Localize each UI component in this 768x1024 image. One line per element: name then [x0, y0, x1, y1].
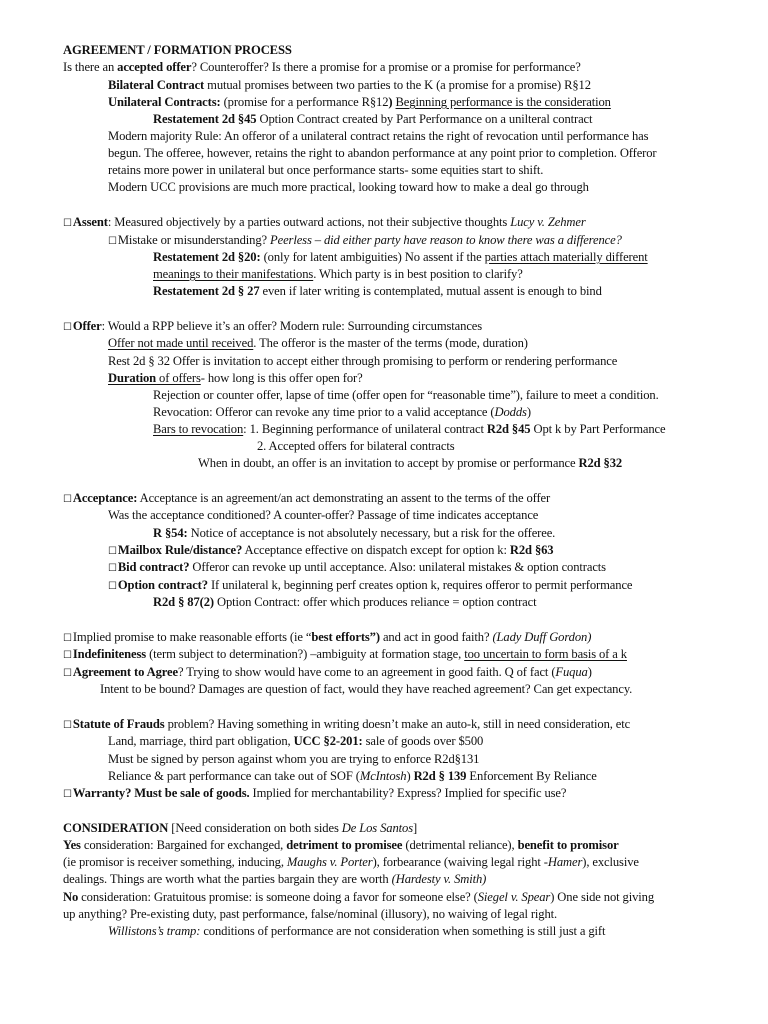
- text-segment: Opt k by Part Performance: [530, 422, 666, 436]
- text-line: [108, 232, 622, 250]
- text-segment: R2d § 87(2): [153, 595, 214, 609]
- text-line: [100, 681, 632, 698]
- text-segment: ? Trying to show would have come to an agreement in good faith. Q of fact (: [177, 665, 556, 679]
- text-segment: Implied promise to make reasonable efforts (ie “: [72, 630, 312, 644]
- text-segment: up anything? Pre-existing duty, past performance, false/nominal (illusory), no waiving of legal right.: [63, 907, 558, 921]
- checkbox-icon: ☐: [63, 668, 72, 679]
- text-segment: retains more power in unilateral but once performance starts- some equities start to shift.: [108, 163, 544, 177]
- text-segment: : Measured objectively by a parties outward actions, not their subjective thoughts: [107, 215, 511, 229]
- text-line: [63, 318, 482, 336]
- text-segment: Was the acceptance conditioned? A counter-offer? Passage of time indicates acceptance: [108, 508, 539, 522]
- text-segment: Mailbox Rule/distance?: [117, 543, 243, 557]
- text-line: [108, 335, 528, 352]
- text-segment: Restatement 2d §20:: [153, 250, 261, 264]
- checkbox-icon: ☐: [63, 650, 72, 661]
- text-line: [108, 751, 479, 768]
- text-segment: (term subject to determination?) –ambiguity at formation stage,: [146, 647, 465, 661]
- text-line: [108, 370, 363, 387]
- text-segment: detriment to promisee: [286, 838, 403, 852]
- text-segment: [Need consideration on both sides: [168, 821, 342, 835]
- text-segment: begun. The offeree, however, retains the right to abandon performance at any point prior to completion. Offeror: [108, 146, 657, 160]
- text-segment: ): [388, 95, 393, 109]
- text-segment: Dodds: [494, 405, 527, 419]
- text-segment: Offeror can revoke up until acceptance. Also: unilateral mistakes & option contracts: [189, 560, 606, 574]
- text-segment: ), exclusive: [582, 855, 639, 869]
- text-line: [108, 353, 617, 370]
- text-segment: . The offeror is the master of the terms (mode, duration): [253, 336, 528, 350]
- text-line: [63, 889, 654, 906]
- text-segment: Modern majority Rule: An offeror of a unilateral contract retains the right of revocation until performance has: [108, 129, 649, 143]
- text-segment: Offer not made until received: [108, 336, 254, 350]
- text-line: [153, 594, 537, 611]
- text-segment: dealings. Things are worth what the parties bargain they are worth: [63, 872, 392, 886]
- text-segment: (detrimental reliance),: [402, 838, 518, 852]
- text-segment: Revocation: Offeror can revoke any time prior to a valid acceptance (: [153, 405, 495, 419]
- text-segment: (promise for a performance R§12: [223, 95, 389, 109]
- text-line: [153, 283, 602, 300]
- text-segment: too uncertain to form basis of a k: [464, 647, 627, 661]
- text-segment: Yes: [63, 838, 81, 852]
- text-line: [63, 820, 417, 837]
- text-segment: meanings to their manifestations: [153, 267, 314, 281]
- text-segment: consideration: Bargained for exchanged,: [80, 838, 287, 852]
- text-segment: problem? Having something in writing doesn’t make an auto-k, still in need consideration, etc: [164, 717, 631, 731]
- text-line: [63, 629, 591, 647]
- text-line: [108, 542, 554, 560]
- text-segment: Rejection or counter offer, lapse of time (offer open for “reasonable time”), failure to meet a condition.: [153, 388, 659, 402]
- text-line: [63, 214, 586, 232]
- text-segment: Hamer: [547, 855, 583, 869]
- text-segment: Duration: [108, 371, 157, 385]
- checkbox-icon: ☐: [108, 236, 117, 247]
- text-segment: Beginning performance is the consideration: [395, 95, 611, 109]
- checkbox-icon: ☐: [63, 494, 72, 505]
- text-segment: - how long is this offer open for?: [200, 371, 363, 385]
- text-segment: De Los Santos: [341, 821, 413, 835]
- text-segment: parties attach materially different: [484, 250, 648, 264]
- text-segment: Bilateral Contract: [108, 78, 205, 92]
- text-segment: AGREEMENT / FORMATION PROCESS: [63, 43, 292, 57]
- text-segment: McIntosh: [359, 769, 407, 783]
- text-segment: (Lady Duff Gordon): [492, 630, 592, 644]
- text-line: [108, 577, 632, 595]
- text-line: [153, 525, 555, 542]
- text-segment: Assent: [72, 215, 108, 229]
- text-segment: Fuqua: [555, 665, 588, 679]
- text-line: [63, 646, 627, 664]
- text-line: [108, 559, 606, 577]
- checkbox-icon: ☐: [63, 218, 72, 229]
- text-segment: mutual promises between two parties to the K (a promise for a promise) R§12: [204, 78, 591, 92]
- text-line: [153, 404, 531, 421]
- text-segment: UCC: [293, 734, 321, 748]
- text-segment: ): [526, 405, 531, 419]
- text-line: [108, 179, 589, 196]
- text-segment: Willistons’s tramp:: [108, 924, 201, 938]
- text-segment: accepted offer: [117, 60, 192, 74]
- text-segment: Is there an: [63, 60, 118, 74]
- text-segment: Restatement 2d §45: [153, 112, 257, 126]
- text-segment: (ie promisor is receiver something, inducing,: [63, 855, 287, 869]
- text-segment: Bars to revocation: [153, 422, 244, 436]
- text-line: [108, 128, 648, 145]
- text-line: [198, 455, 622, 472]
- text-segment: No: [63, 890, 79, 904]
- text-segment: Rest 2d § 32 Offer is invitation to accept either through promising to perform or rendering performance: [108, 354, 618, 368]
- text-segment: (Hardesty v. Smith): [391, 872, 487, 886]
- text-segment: Unilateral Contracts:: [108, 95, 224, 109]
- text-segment: §2-201:: [323, 734, 363, 748]
- text-line: [153, 387, 659, 404]
- text-line: [63, 837, 619, 854]
- text-segment: Option contract?: [117, 578, 208, 592]
- text-segment: consideration: Gratuitous promise: is someone doing a favor for someone else? (: [78, 890, 478, 904]
- text-line: [153, 249, 648, 266]
- text-line: [63, 490, 550, 508]
- text-line: [63, 785, 566, 803]
- text-line: [108, 923, 605, 940]
- text-segment: Must be signed by person against whom you are trying to enforce R2d§131: [108, 752, 480, 766]
- text-segment: R2d §45: [486, 422, 531, 436]
- text-line: [108, 507, 538, 524]
- text-segment: Warranty? Must be sale of goods.: [72, 786, 250, 800]
- text-segment: ) One side not giving: [550, 890, 655, 904]
- text-segment: ]: [412, 821, 418, 835]
- text-segment: of offers: [156, 371, 201, 385]
- text-segment: R2d § 139: [413, 769, 467, 783]
- text-segment: R §54:: [153, 526, 188, 540]
- text-segment: best efforts”): [311, 630, 380, 644]
- text-line: [63, 59, 581, 76]
- text-segment: Agreement to Agree: [72, 665, 178, 679]
- text-segment: Statute of Frauds: [72, 717, 165, 731]
- text-line: [108, 145, 657, 162]
- text-segment: Acceptance:: [72, 491, 138, 505]
- text-segment: 2. Accepted offers for bilateral contracts: [257, 439, 455, 453]
- text-segment: Restatement 2d § 27: [153, 284, 260, 298]
- text-segment: Intent to be bound? Damages are question of fact, would they have reached agreement? Can get expectancy.: [100, 682, 633, 696]
- text-segment: Lucy v. Zehmer: [510, 215, 586, 229]
- text-segment: Enforcement By Reliance: [466, 769, 597, 783]
- text-segment: . Which party is in best position to clarify?: [313, 267, 523, 281]
- text-segment: Option Contract created by Part Performance on a unilteral contract: [256, 112, 593, 126]
- text-segment: When in doubt, an offer is an invitation to accept by promise or performance: [198, 456, 579, 470]
- text-segment: ), forbearance (waiving legal right -: [372, 855, 548, 869]
- text-segment: ): [587, 665, 592, 679]
- text-line: [63, 854, 639, 871]
- checkbox-icon: ☐: [108, 581, 117, 592]
- text-segment: : Would a RPP believe it’s an offer? Modern rule: Surrounding circumstances: [101, 319, 483, 333]
- text-line: [108, 94, 611, 111]
- text-segment: ): [406, 769, 414, 783]
- text-segment: and act in good faith?: [379, 630, 493, 644]
- checkbox-icon: ☐: [63, 633, 72, 644]
- checkbox-icon: ☐: [63, 720, 72, 731]
- text-segment: Mistake or misunderstanding?: [117, 233, 271, 247]
- checkbox-icon: ☐: [108, 546, 117, 557]
- text-segment: Bid contract?: [117, 560, 190, 574]
- text-segment: : 1. Beginning performance of unilateral contract: [243, 422, 487, 436]
- text-segment: Acceptance is an agreement/an act demonstrating an assent to the terms of the offer: [137, 491, 551, 505]
- text-line: [153, 266, 523, 283]
- checkbox-icon: ☐: [108, 563, 117, 574]
- text-segment: even if later writing is contemplated, mutual assent is enough to bind: [259, 284, 602, 298]
- text-line: [108, 77, 591, 94]
- text-segment: Notice of acceptance is not absolutely necessary, but a risk for the offeree.: [187, 526, 556, 540]
- text-line: [153, 421, 666, 438]
- text-line: [257, 438, 455, 455]
- text-line: [63, 906, 557, 923]
- text-segment: Siegel v. Spear: [477, 890, 551, 904]
- text-line: [63, 42, 292, 59]
- text-segment: Acceptance effective on dispatch except for option k:: [242, 543, 510, 557]
- text-segment: Implied for merchantability? Express? Implied for specific use?: [249, 786, 567, 800]
- text-segment: conditions of performance are not consideration when something is still just a gift: [200, 924, 606, 938]
- checkbox-icon: ☐: [63, 789, 72, 800]
- text-segment: Indefiniteness: [72, 647, 147, 661]
- text-line: [108, 768, 597, 785]
- checkbox-icon: ☐: [63, 322, 72, 333]
- text-segment: R2d §63: [509, 543, 554, 557]
- text-segment: R2d §32: [578, 456, 623, 470]
- text-segment: (only for latent ambiguities) No assent if the: [260, 250, 485, 264]
- text-line: [63, 871, 486, 888]
- text-segment: Peerless – did either party have reason to know there was a difference?: [270, 233, 622, 247]
- text-segment: If unilateral k, beginning perf creates option k, requires offeror to permit performance: [207, 578, 633, 592]
- text-line: [63, 716, 630, 734]
- text-segment: CONSIDERATION: [63, 821, 169, 835]
- text-line: [63, 664, 592, 682]
- text-line: [153, 111, 592, 128]
- text-line: [108, 162, 543, 179]
- text-segment: Reliance & part performance can take out of SOF (: [108, 769, 360, 783]
- text-segment: sale of goods over $500: [362, 734, 484, 748]
- text-segment: Option Contract: offer which produces reliance = option contract: [213, 595, 537, 609]
- text-segment: Land, marriage, third part obligation,: [108, 734, 294, 748]
- text-segment: Maughs v. Porter: [286, 855, 373, 869]
- text-segment: benefit to promisor: [517, 838, 619, 852]
- text-segment: Offer: [72, 319, 102, 333]
- text-line: [108, 733, 483, 750]
- text-segment: ? Counteroffer? Is there a promise for a promise or a promise for performance?: [191, 60, 581, 74]
- text-segment: Modern UCC provisions are much more practical, looking toward how to make a deal go through: [108, 180, 589, 194]
